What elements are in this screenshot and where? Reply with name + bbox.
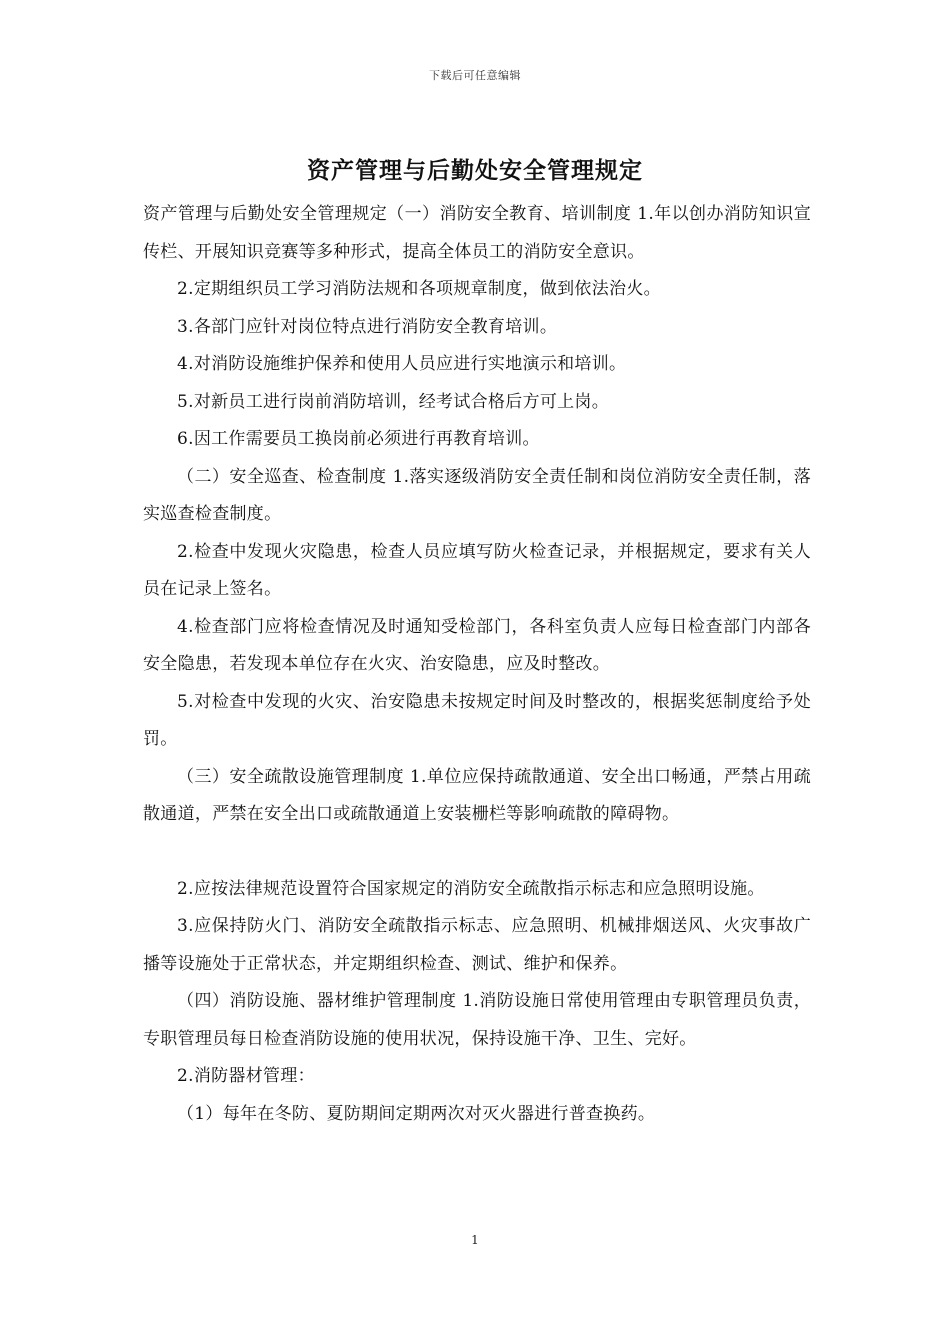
document-title: 资产管理与后勤处安全管理规定: [307, 157, 643, 184]
paragraph: （三）安全疏散设施管理制度 1.单位应保持疏散通道、安全出口畅通，严禁占用疏散通道，严禁在安全出口或疏散通道上安装栅栏等影响疏散的障碍物。: [143, 766, 811, 824]
paragraph: 资产管理与后勤处安全管理规定（一）消防安全教育、培训制度 1.年以创办消防知识宣传栏、开展知识竞赛等多种形式，提高全体员工的消防安全意识。: [143, 204, 811, 262]
paragraph: 4.对消防设施维护保养和使用人员应进行实地演示和培训。: [177, 354, 627, 374]
paragraph: （二）安全巡查、检查制度 1.落实逐级消防安全责任制和岗位消防安全责任制，落实巡查检查制度。: [143, 466, 811, 524]
paragraph: 3.应保持防火门、消防安全疏散指示标志、应急照明、机械排烟送风、火灾事故广播等设施处于正常状态，并定期组织检查、测试、维护和保养。: [143, 916, 811, 974]
paragraph: 2.消防器材管理：: [177, 1066, 315, 1086]
paragraph: 5.对检查中发现的火灾、治安隐患未按规定时间及时整改的，根据奖惩制度给予处罚。: [143, 691, 811, 749]
paragraph: 2.应按法律规范设置符合国家规定的消防安全疏散指示标志和应急照明设施。: [177, 878, 765, 899]
paragraph: 4.检查部门应将检查情况及时通知受检部门，各科室负责人应每日检查部门内部各安全隐患，若发现本单位存在火灾、治安隐患，应及时整改。: [143, 616, 811, 674]
paragraph: 3.各部门应针对岗位特点进行消防安全教育培训。: [177, 316, 558, 337]
document-body: [143, 196, 811, 1133]
page-number: 1: [471, 1233, 479, 1247]
paragraph: 6.因工作需要员工换岗前必须进行再教育培训。: [177, 429, 540, 449]
paragraph: （1）每年在冬防、夏防期间定期两次对灭火器进行普查换药。: [177, 1103, 656, 1124]
paragraph: 5.对新员工进行岗前消防培训，经考试合格后方可上岗。: [177, 391, 610, 412]
paragraph: 2.检查中发现火灾隐患，检查人员应填写防火检查记录，并根据规定，要求有关人员在记录上签名。: [143, 541, 811, 599]
paragraph: 2.定期组织员工学习消防法规和各项规章制度，做到依法治火。: [177, 279, 661, 299]
header-note: 下载后可任意编辑: [429, 69, 521, 82]
paragraph: （四）消防设施、器材维护管理制度 1.消防设施日常使用管理由专职管理员负责，专职管理员每日检查消防设施的使用状况，保持设施干净、卫生、完好。: [143, 991, 811, 1049]
